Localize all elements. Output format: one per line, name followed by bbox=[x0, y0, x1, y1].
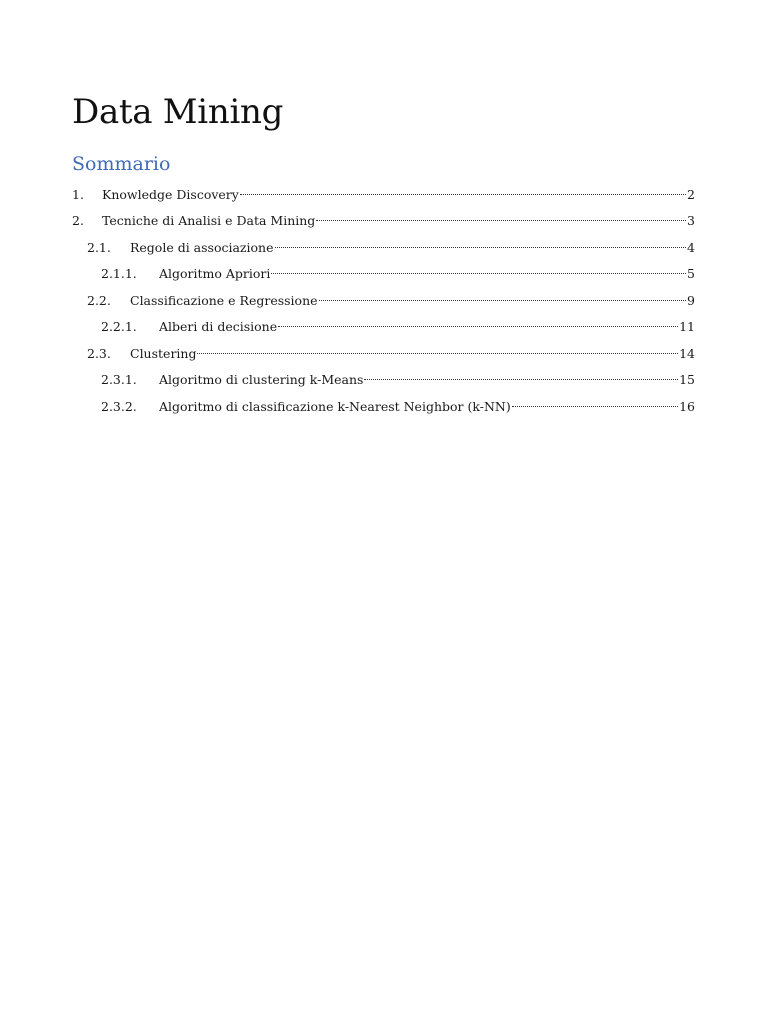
toc-entry-label: Clustering bbox=[130, 346, 197, 361]
toc-entry-number: 2.2. bbox=[87, 293, 111, 308]
toc-entry-label: Knowledge Discovery bbox=[102, 187, 239, 202]
toc-entry[interactable] bbox=[87, 234, 695, 255]
toc-entry-page: 2 bbox=[687, 187, 695, 202]
toc-entry-page: 15 bbox=[679, 372, 695, 387]
toc-dot-leader bbox=[319, 287, 687, 305]
toc-entry[interactable] bbox=[101, 260, 695, 281]
toc-entry-label: Tecniche di Analisi e Data Mining bbox=[102, 213, 316, 228]
toc-entry-number: 2.3.2. bbox=[101, 399, 137, 414]
toc-dot-leader bbox=[271, 260, 686, 278]
toc-entry[interactable] bbox=[72, 181, 695, 202]
toc-entry-number: 2.2.1. bbox=[101, 319, 137, 334]
toc-entry-label: Alberi di decisione bbox=[159, 319, 278, 334]
toc-dot-leader bbox=[240, 181, 686, 199]
toc-entry[interactable] bbox=[72, 207, 695, 228]
toc-entry-label: Algoritmo Apriori bbox=[159, 266, 271, 281]
toc-entry-number: 1. bbox=[72, 187, 84, 202]
toc-dot-leader bbox=[278, 313, 678, 331]
toc-entry[interactable] bbox=[87, 287, 695, 308]
toc-entry[interactable] bbox=[101, 313, 695, 334]
toc-dot-leader bbox=[512, 393, 678, 411]
toc-dot-leader bbox=[316, 207, 686, 225]
toc-entry-page: 9 bbox=[687, 293, 695, 308]
toc-entry-page: 11 bbox=[679, 319, 695, 334]
toc-dot-leader bbox=[275, 234, 687, 252]
toc-dot-leader bbox=[197, 340, 678, 358]
toc-entry[interactable] bbox=[87, 340, 695, 361]
toc-entry-label: Regole di associazione bbox=[130, 240, 274, 255]
toc-entry-number: 2.3. bbox=[87, 346, 111, 361]
toc-entry-page: 3 bbox=[687, 213, 695, 228]
toc-entry-number: 2.1. bbox=[87, 240, 111, 255]
toc-entry[interactable] bbox=[101, 366, 695, 387]
toc-entry-label: Algoritmo di clustering k-Means bbox=[159, 372, 364, 387]
toc-entry-page: 5 bbox=[687, 266, 695, 281]
toc-heading: Sommario bbox=[72, 153, 171, 175]
toc-entry-number: 2.3.1. bbox=[101, 372, 137, 387]
toc-entry-label: Classificazione e Regressione bbox=[130, 293, 318, 308]
toc-dot-leader bbox=[364, 366, 678, 384]
toc-entry[interactable] bbox=[101, 393, 695, 414]
toc-entry-number: 2. bbox=[72, 213, 84, 228]
toc-entry-page: 16 bbox=[679, 399, 695, 414]
toc-entry-number: 2.1.1. bbox=[101, 266, 137, 281]
document-title: Data Mining bbox=[72, 92, 284, 132]
toc-entry-page: 14 bbox=[679, 346, 695, 361]
toc-entry-page: 4 bbox=[687, 240, 695, 255]
toc-entry-label: Algoritmo di classificazione k-Nearest Neighbor (k-NN) bbox=[159, 399, 511, 414]
